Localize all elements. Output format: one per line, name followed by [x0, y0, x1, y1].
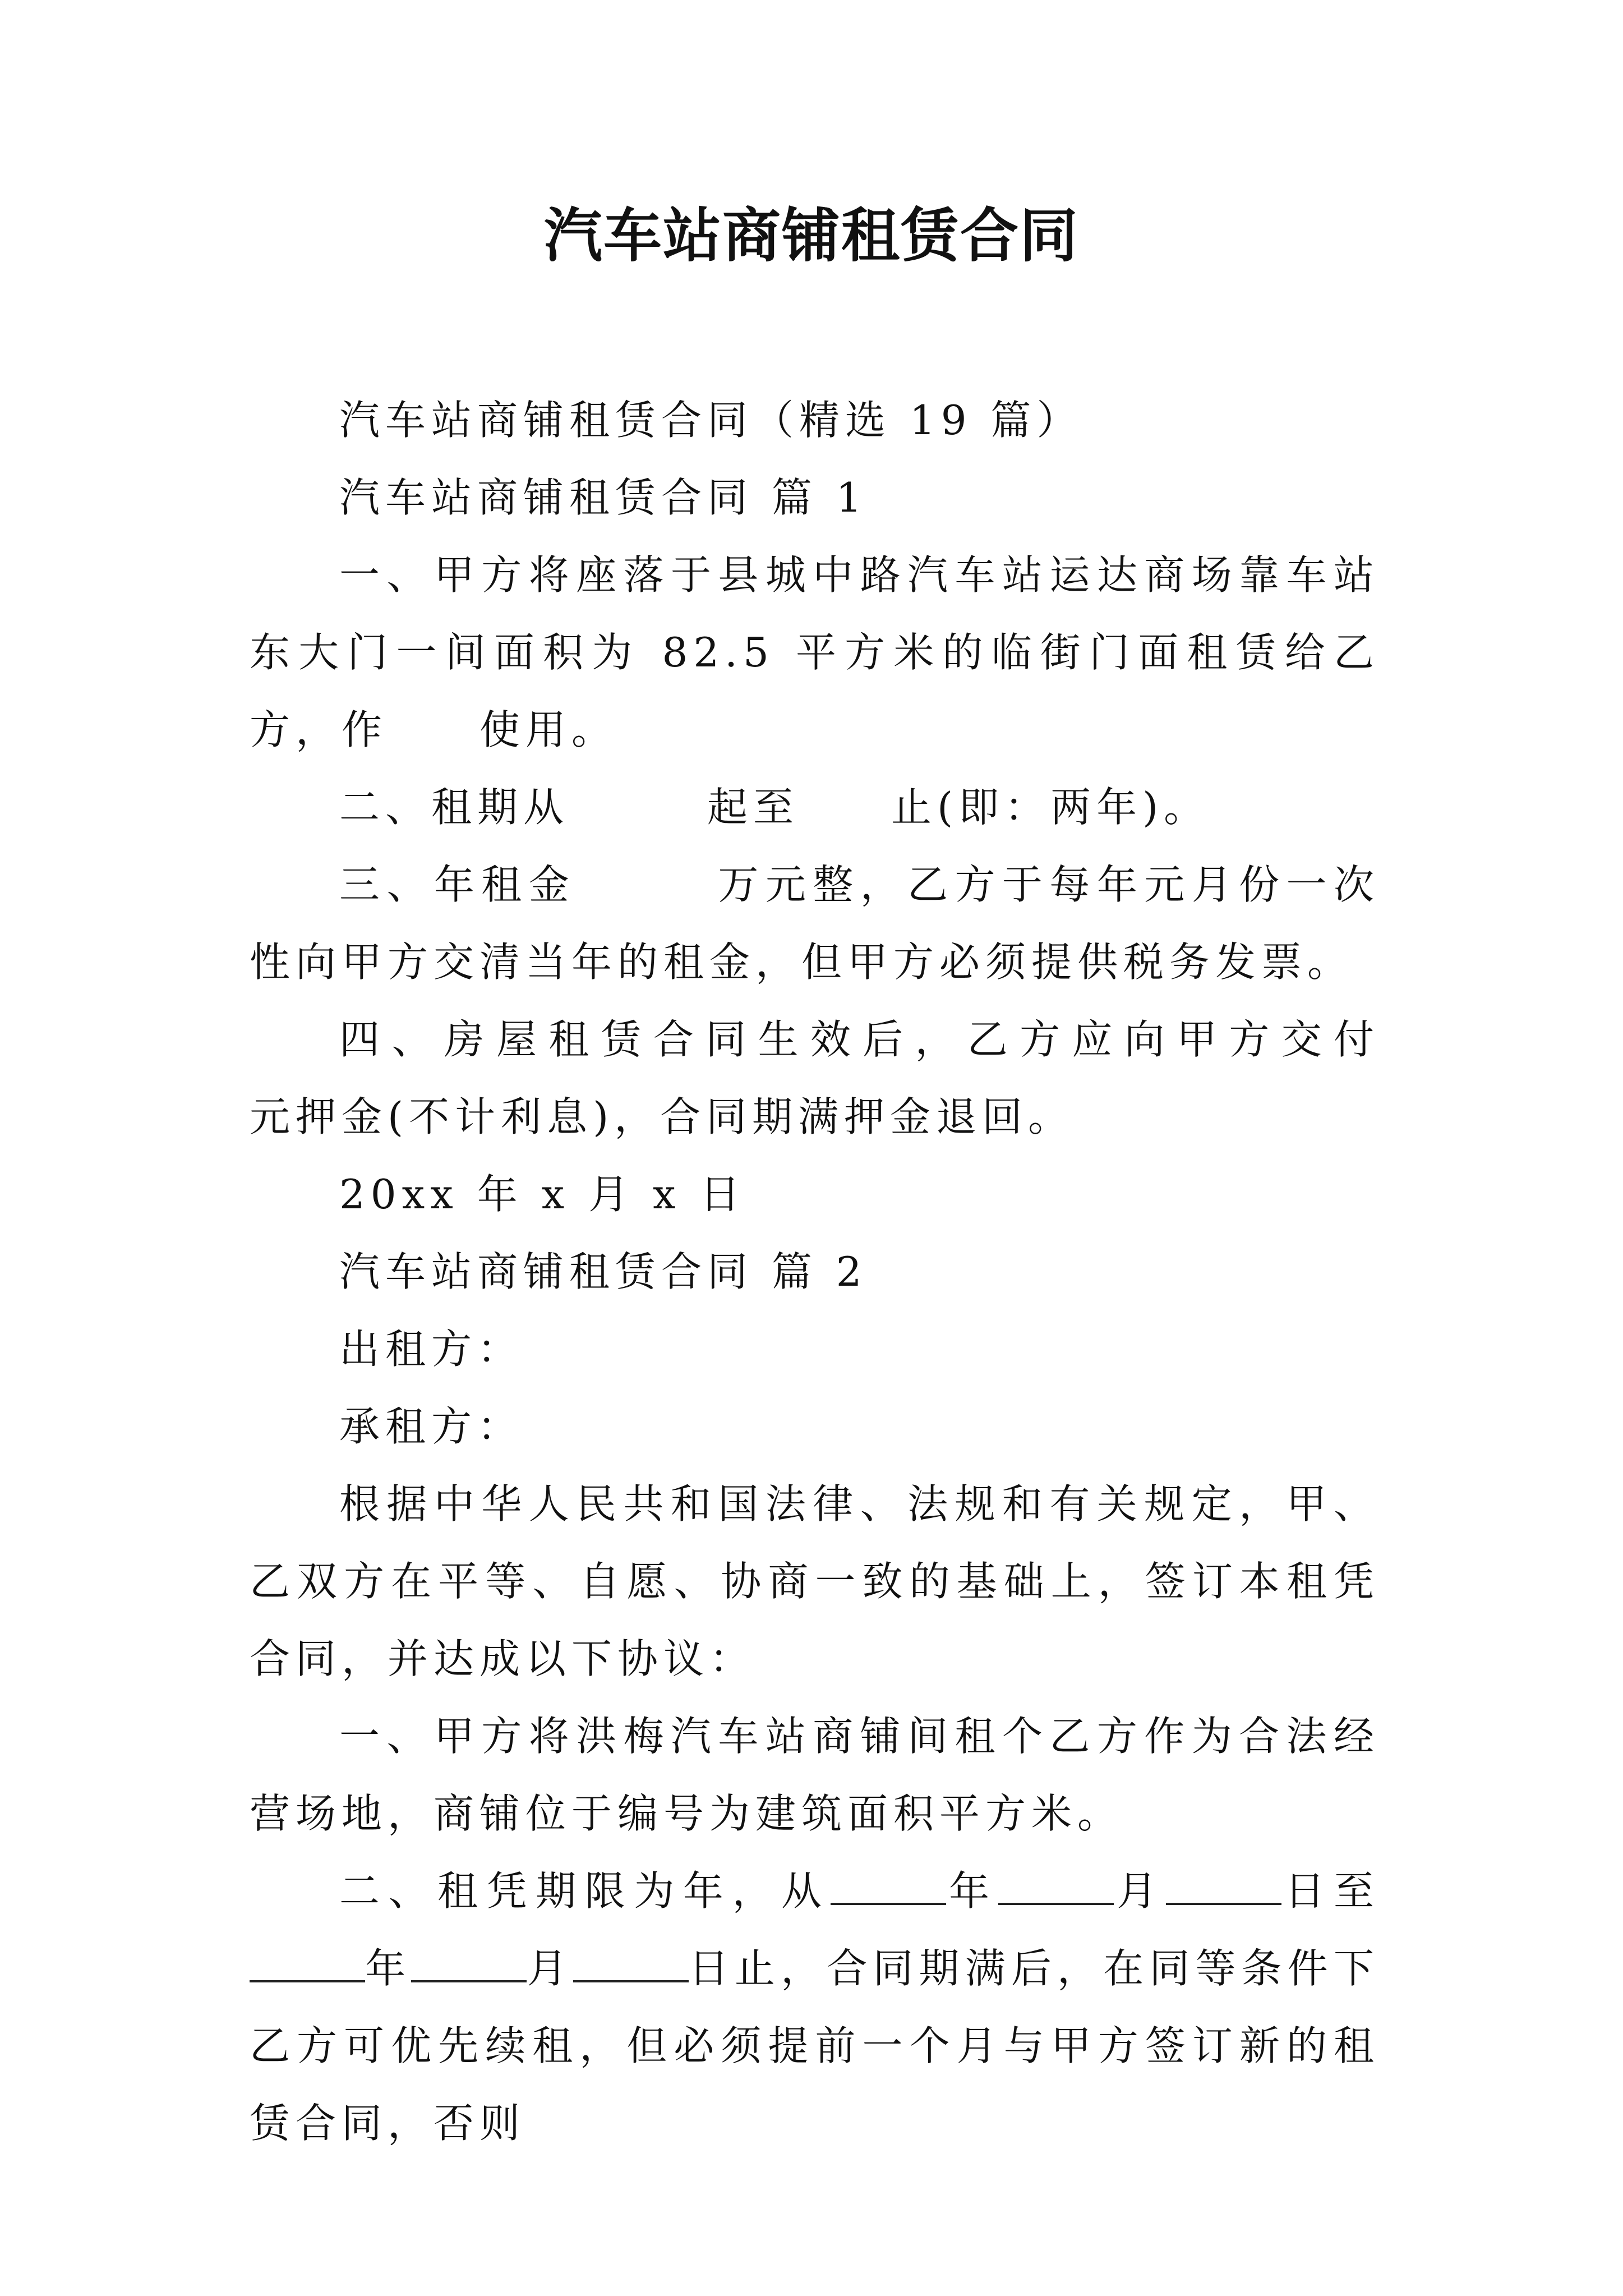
paragraph-subtitle: 汽车站商铺租赁合同（精选 19 篇） [339, 397, 1083, 444]
blank-underline [573, 1945, 689, 1982]
paragraph-preamble: 根据中华人民共和国法律、法规和有关规定，甲、乙双方在平等、自愿、协商一致的基础上，签订本租凭合同，并达成以下协议： [250, 1480, 1380, 1682]
paragraph-lessee: 承租方： [339, 1403, 524, 1450]
blank-underline [831, 1868, 946, 1905]
paragraph-clause-1: 一、甲方将座落于县城中路汽车站运达商场靠车站东大门一间面积为 82.5 平方米的临街门面租赁给乙方，作 使用。 [250, 551, 1380, 753]
paragraph-clause-3: 三、年租金 万元整，乙方于每年元月份一次性向甲方交清当年的租金，但甲方必须提供税务发票。 [250, 861, 1380, 986]
lease-term-month2: 月 [527, 1945, 573, 1992]
lease-term-suffix: 日止，合同期满后，在同等条件下乙方可优先续租，但必须提前一个月与甲方签订新的租赁合同，否则 [250, 1945, 1380, 2147]
blank-underline [411, 1945, 527, 1982]
lease-term-year2: 年 [365, 1945, 412, 1992]
paragraph-article-1: 一、甲方将洪梅汽车站商铺间租个乙方作为合法经营场地，商铺位于编号为建筑面积平方米。 [250, 1713, 1380, 1837]
paragraph-clause-2: 二、租期从 起至 止(即：两年)。 [339, 784, 1210, 831]
blank-underline [1166, 1868, 1281, 1905]
section-heading-1: 汽车站商铺租赁合同 篇 1 [339, 474, 868, 521]
blank-underline [998, 1868, 1114, 1905]
paragraph-clause-4: 四、房屋租赁合同生效后，乙方应向甲方交付 元押金(不计利息)，合同期满押金退回。 [250, 1016, 1472, 1140]
document-title: 汽车站商铺租赁合同 [543, 201, 1079, 270]
paragraph-lessor: 出租方： [339, 1326, 524, 1373]
lease-term-month: 月 [1113, 1867, 1166, 1915]
lease-term-year: 年 [946, 1867, 998, 1915]
lease-term-day-to: 日至 [1281, 1867, 1380, 1915]
lease-term-prefix: 二、租凭期限为年，从 [339, 1867, 831, 1915]
paragraph-date: 20xx 年 x 月 x 日 [339, 1171, 746, 1218]
document-body [250, 381, 1472, 2162]
section-heading-2: 汽车站商铺租赁合同 篇 2 [339, 1248, 868, 1295]
paragraph-article-2 [250, 1852, 1380, 2162]
blank-underline [250, 1945, 365, 1982]
